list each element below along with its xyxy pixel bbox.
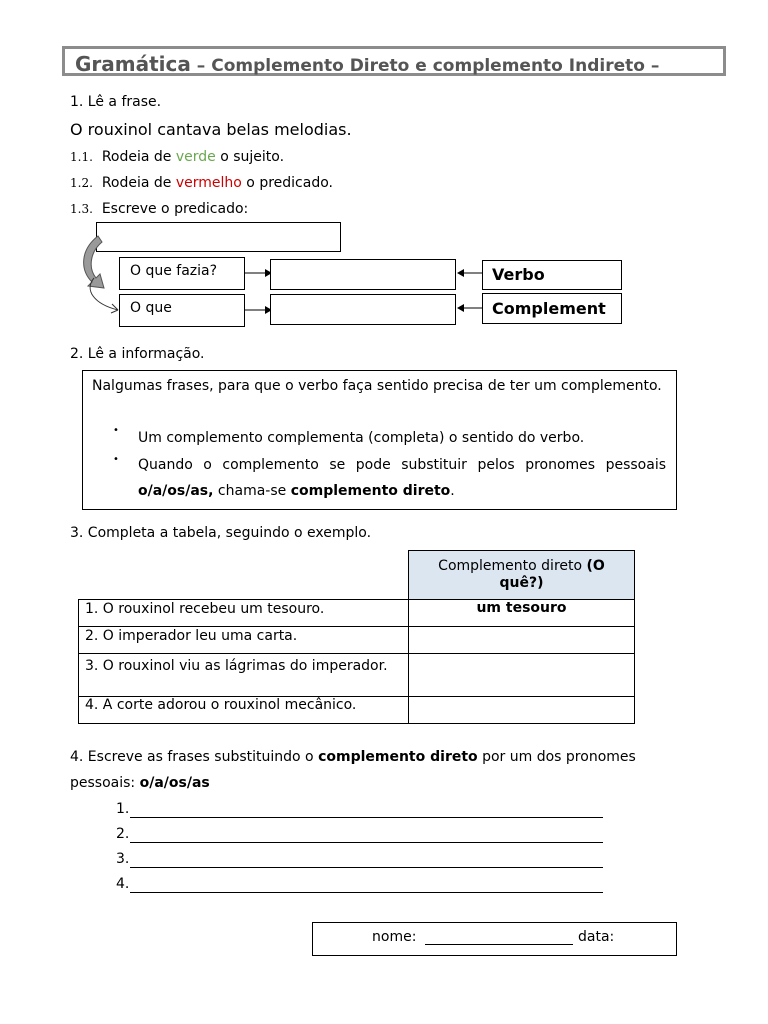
- row-answer[interactable]: [409, 697, 635, 724]
- predicate-answer-box[interactable]: [96, 222, 341, 252]
- answer-line-number: 2.: [116, 826, 130, 842]
- answer-line[interactable]: [130, 867, 603, 868]
- q1-item-3: [70, 201, 248, 217]
- date-label: data:: [578, 929, 615, 945]
- bullet2-text: chama-se: [213, 483, 291, 499]
- question-box-what-did: O que fazia?: [119, 257, 245, 290]
- complement-table: [78, 550, 635, 724]
- empty-header-cell: [79, 551, 409, 600]
- row-answer[interactable]: [409, 627, 635, 654]
- info-box: [82, 370, 677, 510]
- q4-instruction-line2: [70, 775, 210, 791]
- table-row: [79, 697, 635, 724]
- table-row: [79, 627, 635, 654]
- row-sentence: 1. O rouxinol recebeu um tesouro.: [79, 600, 409, 627]
- q1-sentence: O rouxinol cantava belas melodias.: [70, 120, 352, 139]
- item-text: Rodeia de: [101, 149, 176, 165]
- question-box-what: O que: [119, 294, 245, 327]
- item-number: 1.1.: [70, 150, 93, 164]
- header-bold: (O quê?): [499, 558, 605, 591]
- page-title: [75, 52, 659, 76]
- item-number: 1.2.: [70, 176, 93, 190]
- complement-label-box: Complement: [482, 293, 622, 324]
- q4-text: por um dos pronomes: [477, 749, 636, 765]
- q1-instruction: 1. Lê a frase.: [70, 94, 162, 110]
- footer-box: [312, 922, 677, 956]
- item-text: o sujeito.: [215, 149, 285, 165]
- q3-instruction: 3. Completa a tabela, seguindo o exemplo.: [70, 525, 372, 541]
- bullet2-bold: o/a/os/as,: [138, 483, 214, 499]
- item-text: Rodeia de: [101, 175, 176, 191]
- q4-bold: o/a/os/as: [139, 775, 210, 791]
- verb-label-box: Verbo: [482, 260, 622, 290]
- arrow-right-icon: [245, 266, 273, 280]
- title-main: Gramática: [75, 52, 191, 76]
- arrow-right-icon: [245, 303, 273, 317]
- info-bullet-1: Um complemento complementa (completa) o sentido do verbo.: [138, 430, 585, 446]
- table-row: [79, 654, 635, 697]
- name-label: nome:: [372, 929, 417, 945]
- table-row: [79, 600, 635, 627]
- header-text: Complemento direto: [438, 558, 587, 574]
- q4-text: pessoais:: [70, 775, 140, 791]
- q4-instruction: [70, 749, 636, 765]
- name-line[interactable]: [425, 944, 573, 945]
- row-sentence: 2. O imperador leu uma carta.: [79, 627, 409, 654]
- row-answer[interactable]: [409, 654, 635, 697]
- verb-answer-box[interactable]: [270, 259, 456, 290]
- answer-line-number: 4.: [116, 876, 130, 892]
- bullet-icon: •: [113, 425, 119, 436]
- q1-item-1: [70, 149, 284, 165]
- bullet2-bold: complemento direto: [290, 483, 451, 499]
- q4-bold: complemento direto: [318, 749, 478, 765]
- table-header: [409, 551, 635, 600]
- q1-item-2: [70, 175, 333, 191]
- title-subtitle: – Complemento Direto e complemento Indireto –: [190, 56, 660, 76]
- color-word-green: verde: [175, 149, 216, 165]
- item-text: o predicado.: [241, 175, 333, 191]
- q4-text: 4. Escreve as frases substituindo o: [70, 749, 319, 765]
- bullet-icon: •: [113, 454, 119, 465]
- q2-instruction: 2. Lê a informação.: [70, 346, 205, 362]
- answer-line-number: 1.: [116, 801, 130, 817]
- row-sentence: 3. O rouxinol viu as lágrimas do imperador.: [79, 654, 409, 697]
- item-text: Escreve o predicado:: [101, 201, 249, 217]
- row-sentence: 4. A corte adorou o rouxinol mecânico.: [79, 697, 409, 724]
- info-bullet-2: [138, 452, 666, 504]
- answer-line[interactable]: [130, 817, 603, 818]
- color-word-red: vermelho: [175, 175, 242, 191]
- row-answer[interactable]: um tesouro: [409, 600, 635, 627]
- item-number: 1.3.: [70, 202, 93, 216]
- answer-line-number: 3.: [116, 851, 130, 867]
- bullet2-text: .: [450, 483, 455, 499]
- info-intro: Nalgumas frases, para que o verbo faça sentido precisa de ter um complemento.: [92, 378, 662, 394]
- complement-answer-box[interactable]: [270, 294, 456, 325]
- bullet2-text: Quando o complemento se pode substituir pelos pronomes pessoais: [138, 457, 666, 473]
- answer-line[interactable]: [130, 842, 603, 843]
- answer-line[interactable]: [130, 892, 603, 893]
